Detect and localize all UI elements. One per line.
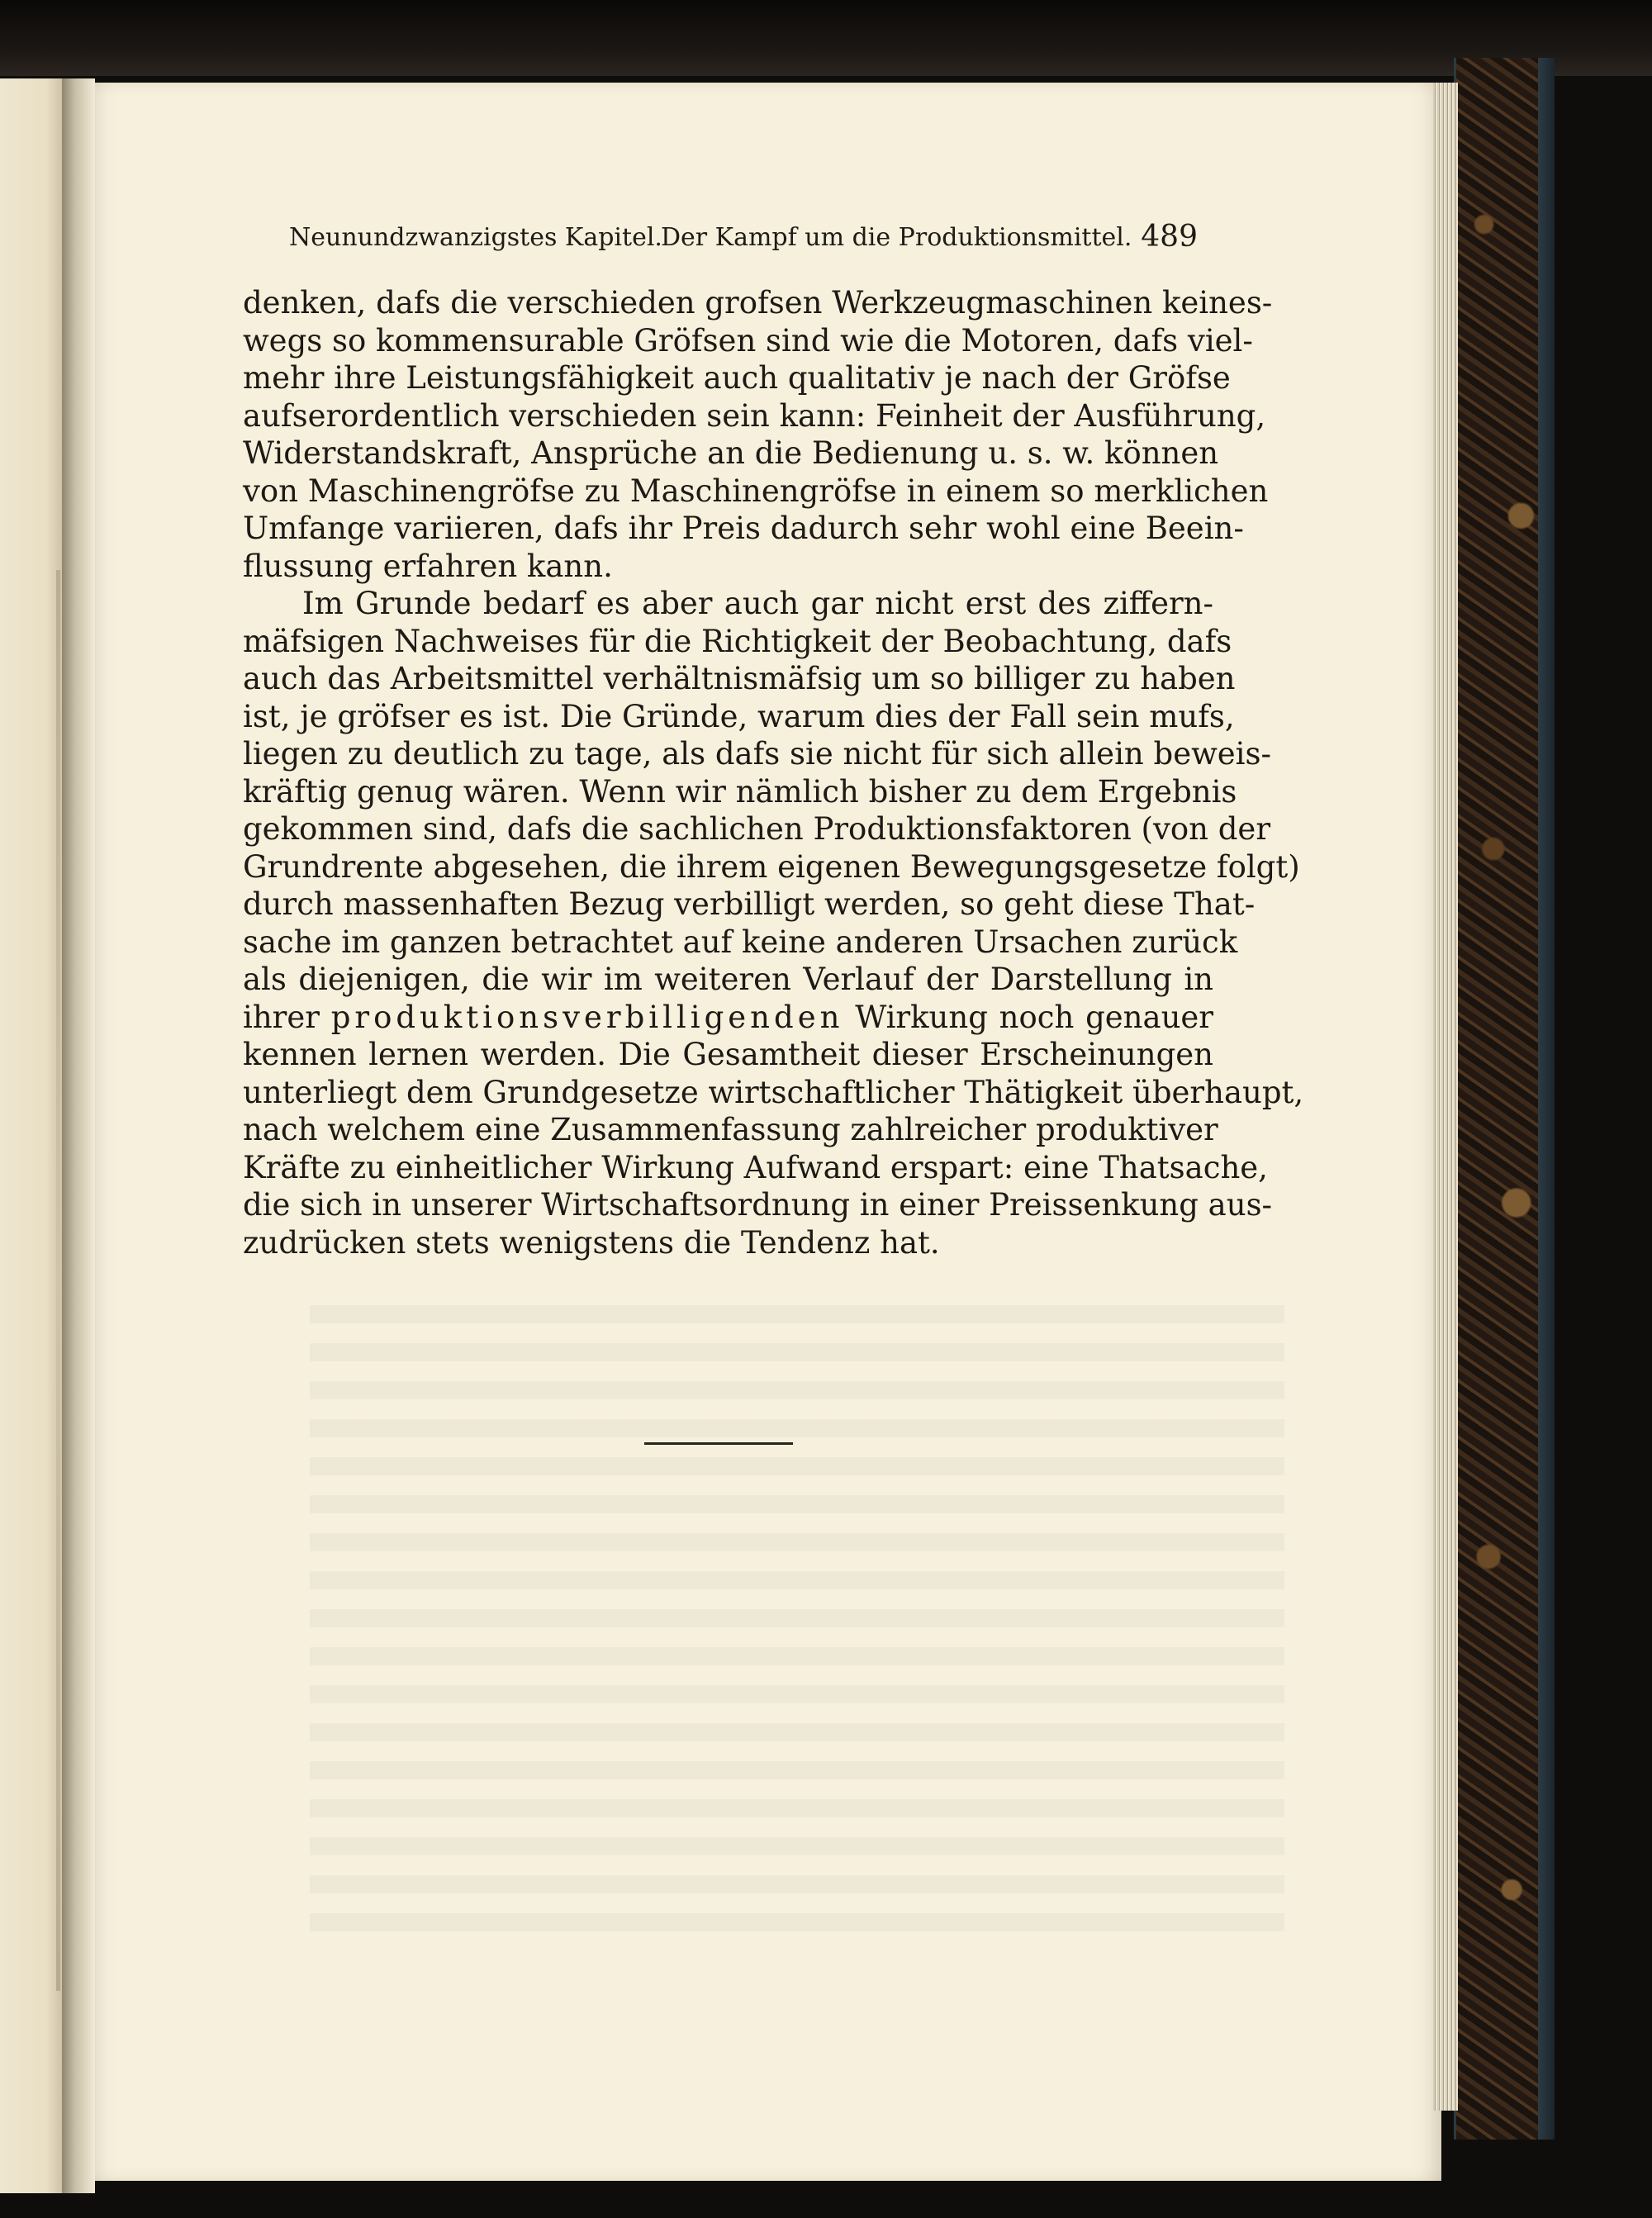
text-line: mäfsigen Nachweises für die Richtigkeit der Beobachtung, dafs	[243, 623, 1232, 659]
text-line: kennen lernen werden. Die Gesamtheit dieser Erscheinungen	[243, 1037, 1213, 1072]
page-edges	[1433, 83, 1458, 2111]
text-line: Widerstandskraft, Ansprüche an die Bedienung u. s. w. können	[243, 435, 1219, 471]
text-line: kräftig genug wären. Wenn wir nämlich bisher zu dem Ergebnis	[243, 773, 1237, 810]
text-line: nach welchem eine Zusammenfassung zahlreicher produktiver	[243, 1112, 1218, 1147]
text-line: Kräfte zu einheitlicher Wirkung Aufwand erspart: eine Thatsache,	[243, 1149, 1268, 1185]
text-line: wegs so kommensurable Gröfsen sind wie die Motoren, dafs viel-	[243, 322, 1253, 359]
line-start: ihrer	[243, 999, 320, 1035]
binding-stitch	[56, 570, 60, 1991]
text-line: flussung erfahren kann.	[243, 548, 613, 584]
text-line: mehr ihre Leistungsfähigkeit auch qualitativ je nach der Gröfse	[243, 360, 1231, 396]
text-line: als diejenigen, die wir im weiteren Verlauf der Darstellung in	[243, 962, 1213, 997]
paragraph-2	[243, 585, 1304, 1261]
text-line: gekommen sind, dafs die sachlichen Produktionsfaktoren (von der	[243, 811, 1271, 847]
scan-background	[0, 0, 1652, 76]
cover-edge	[1538, 58, 1555, 2140]
text-line: durch massenhaften Bezug verbilligt werden, so geht diese That-	[243, 886, 1256, 922]
text-line: auch das Arbeitsmittel verhältnismäfsig um so billiger zu haben	[243, 661, 1236, 696]
spaced-emphasis: produktionsverbilligenden	[330, 999, 844, 1035]
line-end: Wirkung noch genauer	[855, 999, 1213, 1035]
text-line: die sich in unserer Wirtschaftsordnung in einer Preissenkung aus-	[243, 1187, 1273, 1223]
section-end-rule	[644, 1442, 793, 1445]
text-line: liegen zu deutlich zu tage, als dafs sie nicht für sich allein beweis-	[243, 736, 1271, 772]
page-gutter	[62, 78, 95, 2193]
text-line: sache im ganzen betrachtet auf keine anderen Ursachen zurück	[243, 924, 1238, 960]
chapter-heading: Neunundzwanzigstes Kapitel.	[289, 223, 662, 252]
show-through-text	[310, 1305, 1284, 1933]
paragraph-1	[243, 284, 1273, 585]
text-line: aufserordentlich verschieden sein kann: Feinheit der Ausführung,	[243, 397, 1266, 434]
text-line: von Maschinengröfse zu Maschinengröfse in einem so merklichen	[243, 473, 1269, 509]
body-text	[243, 284, 1304, 1261]
running-title: Der Kampf um die Produktionsmittel.	[661, 223, 1132, 252]
text-line: unterliegt dem Grundgesetze wirtschaftlicher Thätigkeit überhaupt,	[243, 1074, 1304, 1110]
text-line: Umfange variieren, dafs ihr Preis dadurch sehr wohl eine Beein-	[243, 511, 1244, 546]
text-line-spaced-emphasis	[243, 999, 1213, 1037]
text-line: zudrücken stets wenigstens die Tendenz hat.	[243, 1224, 940, 1261]
text-line: denken, dafs die verschieden grofsen Werkzeugmaschinen keines-	[243, 285, 1273, 321]
text-line: ist, je gröfser es ist. Die Gründe, warum dies der Fall sein mufs,	[243, 698, 1235, 734]
text-line: Grundrente abgesehen, die ihrem eigenen Bewegungsgesetze folgt)	[243, 848, 1300, 885]
text-line: Im Grunde bedarf es aber auch gar nicht erst des ziffern-	[302, 586, 1213, 621]
page-number: 489	[1141, 220, 1198, 254]
